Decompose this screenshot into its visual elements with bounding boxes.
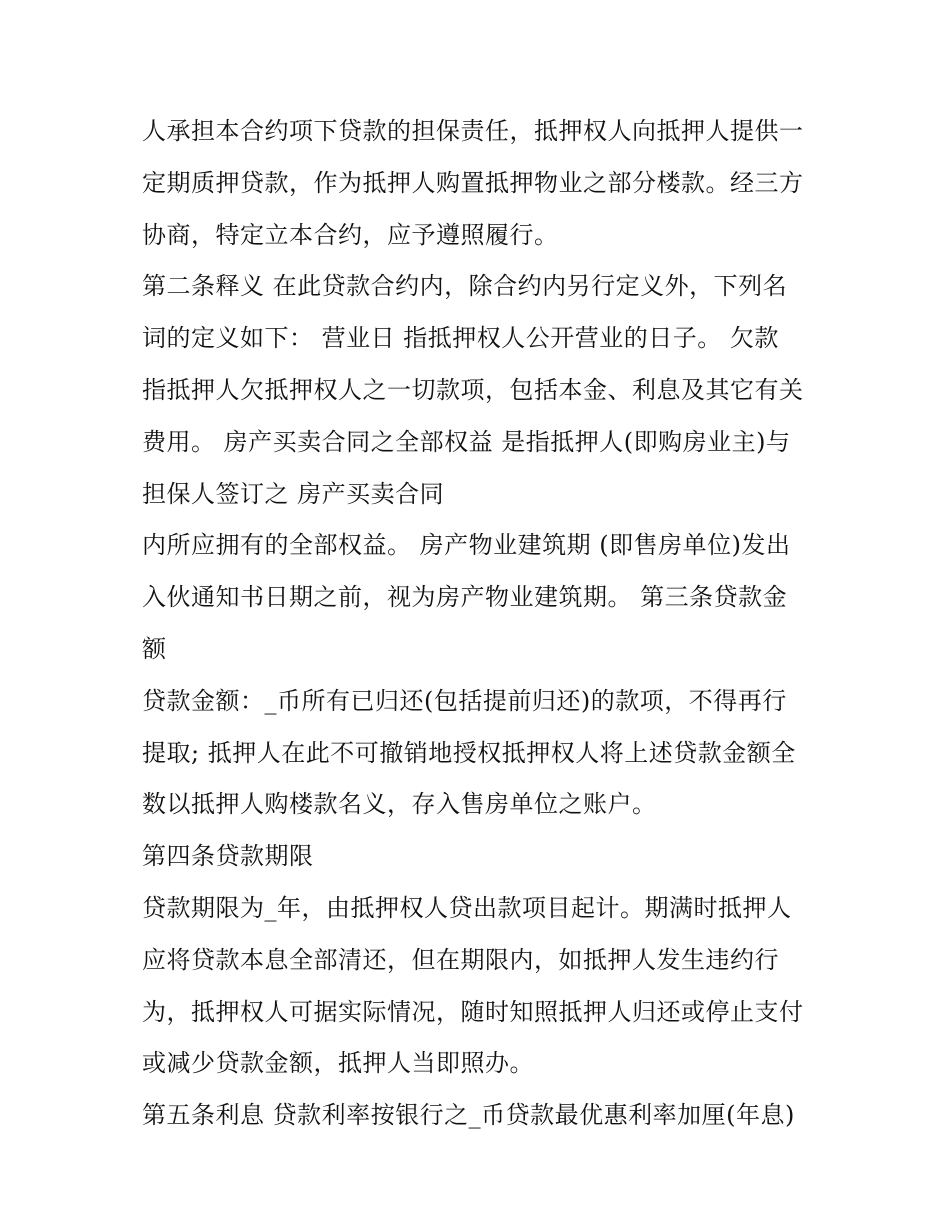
text-line: 为，抵押权人可据实际情况，随时知照抵押人归还或停止支付 [142, 997, 804, 1026]
text-line: 应将贷款本息全部清还，但在期限内，如抵押人发生违约行 [142, 945, 779, 974]
contract-text [142, 109, 822, 1145]
text-line: 定期质押贷款，作为抵押人购置抵押物业之部分楼款。经三方 [142, 168, 804, 197]
text-line: 协商，特定立本合约，应予遵照履行。 [142, 220, 559, 249]
text-line: 贷款金额：_币所有已归还(包括提前归还)的款项，不得再行 [142, 686, 787, 715]
text-line: 贷款期限为_年，由抵押权人贷出款项目起计。期满时抵押人 [142, 893, 792, 922]
text-line: 指抵押人欠抵押权人之一切款项，包括本金、利息及其它有关 [142, 375, 804, 404]
article-4-heading: 第四条贷款期限 [142, 842, 314, 871]
text-line: 费用。 房产买卖合同之全部权益 是指抵押人(即购房业主)与 [142, 427, 791, 456]
article-3-heading-line: 入伙通知书日期之前，视为房产物业建筑期。 第三条贷款金 [142, 583, 788, 612]
text-line: 提取; 抵押人在此不可撤销地授权抵押权人将上述贷款金额全 [142, 738, 796, 767]
text-line: 数以抵押人购楼款名义，存入售房单位之账户。 [142, 790, 657, 819]
text-line: 或减少贷款金额，抵押人当即照办。 [142, 1049, 534, 1078]
article-5-heading-line: 第五条利息 贷款利率按银行之_币贷款最优惠利率加厘(年息) [142, 1101, 795, 1130]
text-line: 额 [142, 634, 167, 663]
text-line: 担保人签订之 房产买卖合同 [142, 479, 445, 508]
text-line: 内所应拥有的全部权益。 房产物业建筑期 (即售房单位)发出 [142, 531, 791, 560]
article-2-heading-line: 第二条释义 在此贷款合约内，除合约内另行定义外，下列名 [142, 272, 788, 301]
text-line: 人承担本合约项下贷款的担保责任，抵押权人向抵押人提供一 [142, 117, 804, 145]
text-line: 词的定义如下： 营业日 指抵押权人公开营业的日子。 欠款 [142, 324, 779, 353]
